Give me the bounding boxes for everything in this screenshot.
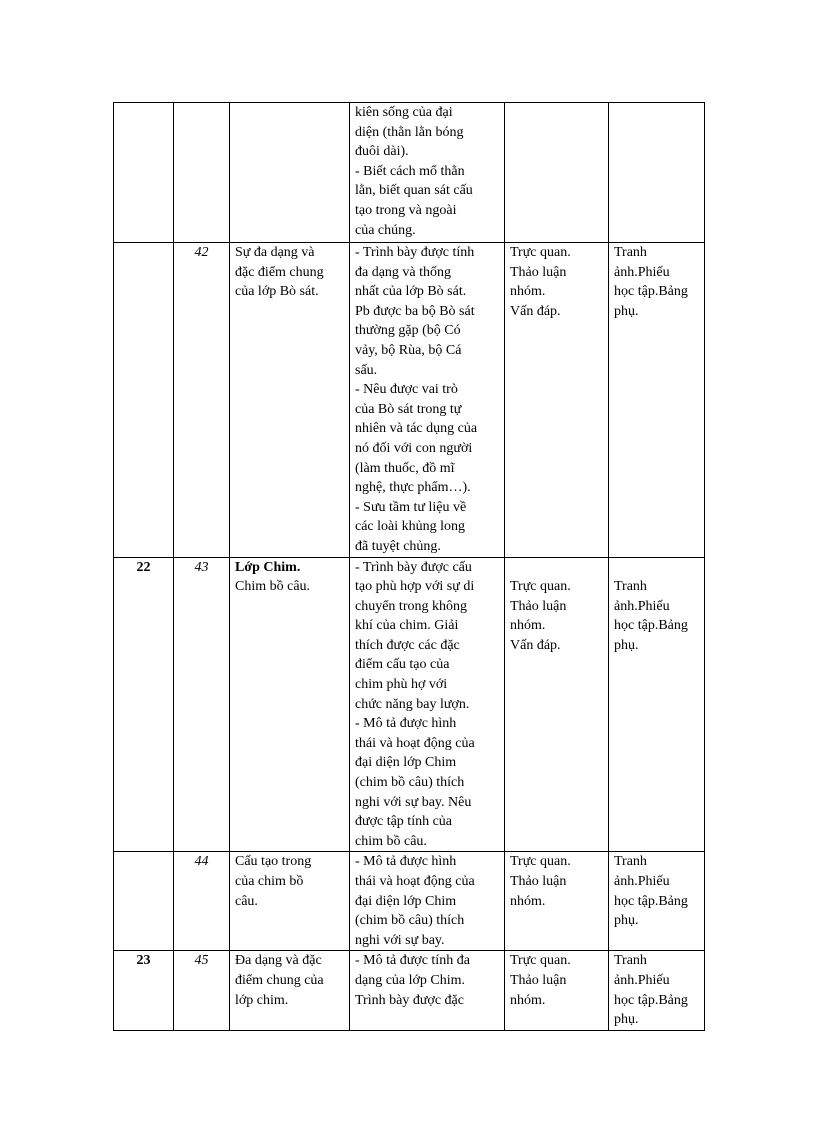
method-line: Thảo luận: [510, 264, 567, 280]
material-line: ảnh.Phiếu: [614, 598, 670, 614]
materials-cell: [609, 243, 705, 558]
material-line: Tranh: [614, 579, 647, 595]
objectives-cell: [350, 852, 505, 951]
material-line: học tập.Bảng: [614, 618, 688, 634]
table-row: [114, 852, 705, 951]
objective-line: chim phù hợ với: [355, 677, 448, 693]
objectives-cell: [350, 557, 505, 852]
lesson-title-line: đặc điểm chung: [235, 264, 324, 280]
objective-line: nghi với sự bay. Nêu: [355, 794, 472, 810]
objective-line: - Trình bày được cấu: [355, 559, 472, 575]
objective-line: (làm thuốc, đồ mĩ: [355, 460, 455, 476]
lesson-title-line: Sự đa dạng và: [235, 245, 315, 260]
materials-cell: [609, 852, 705, 951]
method-line: [510, 558, 603, 578]
objectives-cell: [350, 243, 505, 558]
method-line: Trực quan.: [510, 854, 571, 870]
objective-line: kiên sống của đại: [355, 105, 453, 120]
objective-line: thái và hoạt động của: [355, 735, 475, 751]
lesson-title-line: điểm chung của: [235, 972, 324, 988]
material-line: Tranh: [614, 953, 647, 969]
lesson-plan-body: [114, 103, 705, 1031]
material-line: [614, 558, 699, 578]
method-line: Vấn đáp.: [510, 637, 561, 653]
lesson-title-cell: [230, 852, 350, 951]
objective-line: diện (thằn lằn bóng: [355, 124, 464, 140]
material-line: ảnh.Phiếu: [614, 972, 670, 988]
lesson-title-line: của chim bồ: [235, 874, 304, 889]
objective-line: lằn, biết quan sát cấu: [355, 183, 473, 199]
objective-line: (chim bồ câu) thích: [355, 775, 465, 791]
lesson-number-cell: 42: [174, 243, 230, 558]
objective-line: đa dạng và thống: [355, 264, 452, 280]
lesson-title-line: câu.: [235, 893, 258, 909]
method-line: Trực quan.: [510, 953, 571, 969]
objective-line: tạo trong và ngoài: [355, 202, 457, 218]
method-line: nhóm.: [510, 893, 546, 909]
method-line: nhóm.: [510, 992, 546, 1008]
method-line: Trực quan.: [510, 245, 571, 260]
lesson-title-cell: [230, 243, 350, 558]
objective-line: của Bò sát trong tự: [355, 401, 462, 417]
methods-cell: [505, 951, 609, 1030]
objective-line: khí của chim. Giải: [355, 618, 459, 634]
week-cell: [114, 243, 174, 558]
objective-line: chức năng bay lượn.: [355, 696, 470, 712]
objective-line: các loài khủng long: [355, 519, 466, 535]
method-line: Thảo luận: [510, 598, 567, 614]
material-line: phụ.: [614, 913, 639, 929]
lesson-title-line: Cấu tạo trong: [235, 854, 312, 870]
table-row: [114, 103, 705, 243]
lesson-title-cell: [230, 951, 350, 1030]
material-line: học tập.Bảng: [614, 284, 688, 300]
lesson-title-cell: [230, 557, 350, 852]
objective-line: đại diện lớp Chim: [355, 893, 457, 909]
method-line: nhóm.: [510, 284, 546, 300]
objective-line: đại diện lớp Chim: [355, 755, 457, 771]
lesson-number-cell: 45: [174, 951, 230, 1030]
material-line: ảnh.Phiếu: [614, 874, 670, 889]
method-line: nhóm.: [510, 618, 546, 634]
materials-cell: [609, 951, 705, 1030]
lesson-number-cell: [174, 103, 230, 243]
week-cell: 23: [114, 951, 174, 1030]
lesson-title-line: Đa dạng và đặc: [235, 953, 322, 969]
objective-line: - Mô tả được hình: [355, 854, 457, 870]
objective-line: đã tuyệt chủng.: [355, 538, 441, 554]
method-line: Vấn đáp.: [510, 303, 561, 319]
objective-line: nhiên và tác dụng của: [355, 421, 478, 437]
material-line: Tranh: [614, 854, 647, 870]
material-line: phụ.: [614, 637, 639, 653]
objective-line: thái và hoạt động của: [355, 874, 475, 889]
method-line: Thảo luận: [510, 874, 567, 889]
objective-line: - Biết cách mổ thằn: [355, 163, 465, 179]
lesson-number-cell: 43: [174, 557, 230, 852]
table-row: [114, 243, 705, 558]
material-line: học tập.Bảng: [614, 992, 688, 1008]
material-line: Tranh: [614, 245, 647, 260]
objective-line: sấu.: [355, 362, 378, 378]
objective-line: - Nêu được vai trò: [355, 382, 458, 398]
objective-line: nhất của lớp Bò sát.: [355, 284, 467, 300]
lesson-title-line: Chim bồ câu.: [235, 579, 311, 595]
objective-line: đuôi dài).: [355, 144, 409, 160]
lesson-title-line: lớp chim.: [235, 992, 289, 1008]
objectives-cell: [350, 951, 505, 1030]
methods-cell: [505, 852, 609, 951]
materials-cell: [609, 103, 705, 243]
objective-line: thường gặp (bộ Có: [355, 323, 461, 339]
lesson-number-cell: 44: [174, 852, 230, 951]
objective-line: nghệ, thực phẩm…).: [355, 480, 471, 496]
lesson-title-cell: [230, 103, 350, 243]
method-line: Thảo luận: [510, 972, 567, 988]
objective-line: chuyển trong không: [355, 598, 467, 614]
lesson-title-heading: Lớp Chim.: [235, 559, 301, 575]
table-row: [114, 557, 705, 852]
objective-line: - Trình bày được tính: [355, 245, 475, 260]
lesson-plan-table: [113, 102, 705, 1031]
objective-line: của chúng.: [355, 222, 416, 238]
objective-line: - Mô tả được tính đa: [355, 953, 470, 969]
table-row: [114, 951, 705, 1030]
material-line: phụ.: [614, 1012, 639, 1028]
objective-line: điểm cấu tạo của: [355, 657, 450, 673]
material-line: phụ.: [614, 303, 639, 319]
objective-line: vảy, bộ Rùa, bộ Cá: [355, 342, 462, 358]
methods-cell: [505, 243, 609, 558]
objective-line: nó đối với con người: [355, 440, 473, 456]
method-line: Trực quan.: [510, 579, 571, 595]
objectives-cell: [350, 103, 505, 243]
objective-line: chim bồ câu.: [355, 833, 427, 849]
objective-line: - Mô tả được hình: [355, 716, 457, 732]
objective-line: nghi với sự bay.: [355, 932, 445, 948]
objective-line: Pb được ba bộ Bò sát: [355, 303, 475, 319]
material-line: ảnh.Phiếu: [614, 264, 670, 280]
week-cell: [114, 103, 174, 243]
objective-line: (chim bồ câu) thích: [355, 913, 465, 929]
methods-cell: [505, 557, 609, 852]
objective-line: thích được các đặc: [355, 637, 460, 653]
objective-line: Trình bày được đặc: [355, 992, 464, 1008]
materials-cell: [609, 557, 705, 852]
lesson-title-line: của lớp Bò sát.: [235, 284, 319, 300]
material-line: học tập.Bảng: [614, 893, 688, 909]
objective-line: dạng của lớp Chim.: [355, 972, 466, 988]
methods-cell: [505, 103, 609, 243]
objective-line: tạo phù hợp với sự di: [355, 579, 475, 595]
week-cell: 22: [114, 557, 174, 852]
week-cell: [114, 852, 174, 951]
objective-line: được tập tính của: [355, 814, 453, 830]
objective-line: - Sưu tầm tư liệu về: [355, 499, 467, 515]
